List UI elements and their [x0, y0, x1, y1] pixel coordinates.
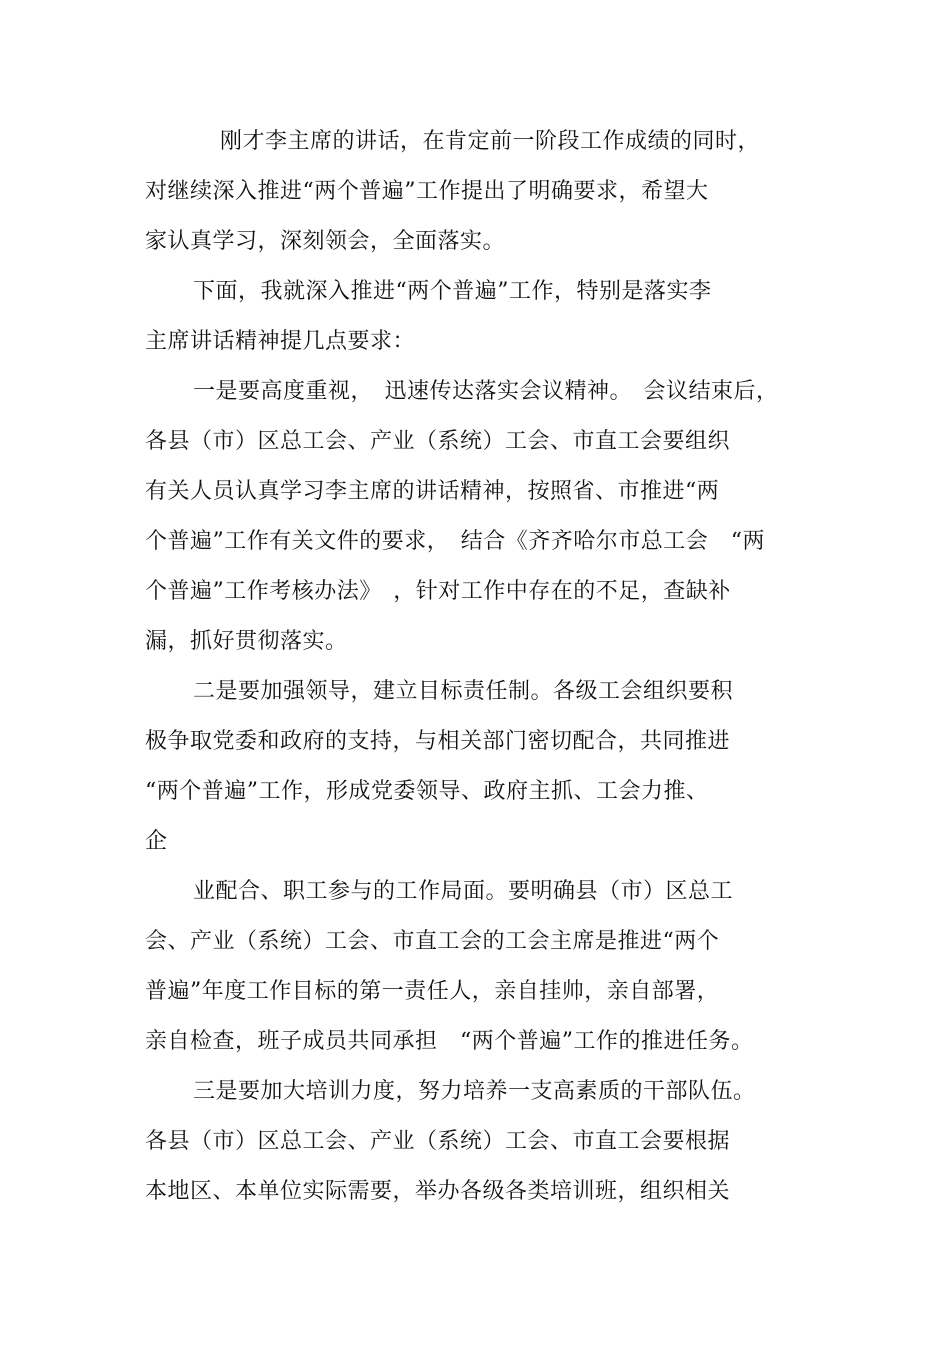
paragraph-3-line-2: 各县（市）区总工会、产业（系统）工会、市直工会要组织 [145, 429, 731, 454]
paragraph-3-line-6: 漏，抓好贯彻落实。 [145, 629, 348, 654]
paragraph-6-line-3: 本地区、本单位实际需要，举办各级各类培训班，组织相关 [145, 1179, 731, 1204]
paragraph-5-line-3: 普遍”年度工作目标的第一责任人，亲自挂帅，亲自部署， [145, 979, 720, 1004]
paragraph-4-line-1: 二是要加强领导，建立目标责任制。各级工会组织要积 [193, 679, 734, 704]
paragraph-5-line-2: 会、产业（系统）工会、市直工会的工会主席是推进“两个 [145, 929, 720, 954]
paragraph-5-line-4: 亲自检查，班子成员共同承担 “两个普遍”工作的推进任务。 [145, 1029, 754, 1054]
paragraph-3-line-5: 个普遍”工作考核办法》 ，针对工作中存在的不足，查缺补 [145, 579, 731, 604]
paragraph-1-line-3: 家认真学习，深刻领会，全面落实。 [145, 229, 506, 254]
paragraph-4-line-4: 企 [145, 829, 168, 854]
paragraph-2-line-2: 主席讲话精神提几点要求： [145, 329, 416, 354]
paragraph-5-line-1: 业配合、职工参与的工作局面。要明确县（市）区总工 [193, 879, 734, 904]
paragraph-4-line-2: 极争取党委和政府的支持，与相关部门密切配合，共同推进 [145, 729, 731, 754]
paragraph-3-line-4: 个普遍”工作有关文件的要求， 结合《齐齐哈尔市总工会 “两 [145, 529, 765, 554]
paragraph-6-line-2: 各县（市）区总工会、产业（系统）工会、市直工会要根据 [145, 1129, 731, 1154]
paragraph-2-line-1: 下面，我就深入推进“两个普遍”工作，特别是落实李 [193, 279, 712, 304]
paragraph-1-line-2: 对继续深入推进“两个普遍”工作提出了明确要求，希望大 [145, 179, 709, 204]
paragraph-4-line-3: “两个普遍”工作，形成党委领导、政府主抓、工会力推、 [145, 779, 709, 804]
paragraph-1-line-1: 刚才李主席的讲话，在肯定前一阶段工作成绩的同时， [220, 129, 761, 154]
paragraph-6-line-1: 三是要加大培训力度，努力培养一支高素质的干部队伍。 [193, 1079, 756, 1104]
paragraph-3-line-1: 一是要高度重视， 迅速传达落实会议精神。 会议结束后， [193, 379, 779, 404]
paragraph-3-line-3: 有关人员认真学习李主席的讲话精神，按照省、市推进“两 [145, 479, 720, 504]
